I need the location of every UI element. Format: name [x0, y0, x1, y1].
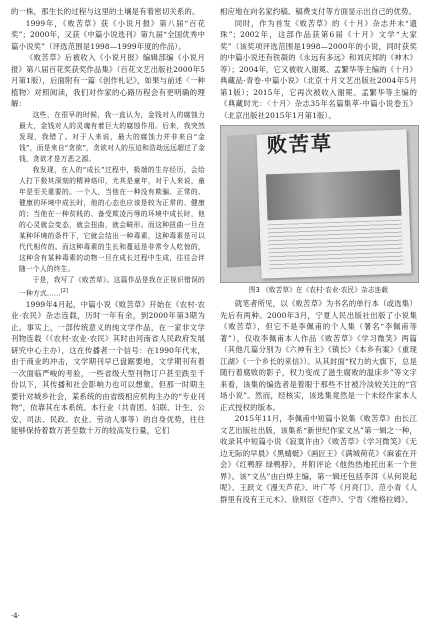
figure-caption — [220, 285, 417, 295]
paragraph: 的一株，那生长的过程与这里的土壤是有着密切关系的。 — [11, 7, 200, 16]
caption-label: 图3 — [248, 286, 260, 294]
magazine-cover-figure — [220, 125, 419, 283]
paragraph: 同时，作为首发《败苦草》的《十月》杂志并未“遗珠”；2002年，这部作品获第6届《十月》文学“大家奖”（该奖项评选范围是1998—2000年的小说，同时获奖的中篇小说还有铁凝的《永远有多远》和刘庆邦的《神木》等）；2004年，它又被收入谢冕、孟繁华等主编的《十月》典藏品·青卷·中篇小说》（北京十月文艺出版社2004年5月第1版）；2015年，它再次被收入谢冕、孟繁华等主编的《典藏时光：〈十月〉杂志35年名篇集萃·中篇小说卷五》（北京出版社2015年1月第1版）。 — [220, 18, 417, 120]
paragraph: 1999年4月起，中篇小说《败苦草》开始在《农村·农业·农民》杂志连载，历时一年有余，到2000年第3期为止。事实上，一部传统意义的纯文学作品，在一家非文学刊物连载（《农村·农业·农民》其时由河南省人民政府发展研究中心主办），这在传播者一个信号：在1990年代末，由于商业的冲击，文学期刊早已盘踞要地，文学期刊有着一次面临严峻的考验，一些省级大型刊物订户甚至跌至千份以下，其传播和社会影响力也可以想象。但那一时期主要针对城乡社会，某系统的由省级相应机构主办的“专业刊物”，依靠其在本系统、本行业（共青团、妇联、计生、公安、司法、民政、农业、劳动人事等）的自身优势，往往能够保持着数万甚至数十万的较高发行量，它们 — [11, 299, 205, 436]
paragraph: 就笔者所见，以《败苦草》为书名的单行本（或选集）先后有两种。2000年3月，宁夏人民出版社出版了小说集《败苦草》，但它不是李佩甫的个人集（署名“李佩甫等著”），仅收李佩甫本人作品《败苦草》《学习微笑》两篇（其他几篇分别为《六神有主》《镇长》《本乡有案》《重现江湖》《一个乡长的来信》）。从其封面“权力的大旗下，总是随行着腐败的影子，权力变成了滋生腐败的温床乡”等文字来看，该集的编选者是着眼于那些不甘被冷淡较关注的“官场小说”。然而，经核实，该选集竟然是一个未经作家本人正式授权的版本。 — [220, 299, 417, 412]
right-paragraphs-before-figure — [220, 6, 417, 121]
author-creative-note-quote — [11, 110, 205, 299]
paragraph: 《败苦草》后被收入《小说月报》编辑部编《小说月报》第八届百花奖获奖作品集》（百花文艺出版社2000年5月第1版），后面附有一篇《创作札记》，如果与前述〈一种植物〉对照阅读，我们对作家的心路历程会有更明确的理解： — [11, 53, 205, 108]
right-paragraphs-after-figure — [220, 298, 417, 505]
paragraph: 2015年11月，李佩甫中短篇小说集《败苦草》由长江文艺出版社出版，该集系“新世纪作家文丛”第一辑之一种，收录其中短篇小说《寂寞许由》《败苦草》《学习微笑》《无边无际的早晨》《黑蜻蜓》《画匠王》《满城荷花》《麻雀在开会》《红鸭脖 绿鸭脖》，并附评论《他热热地托出来一个世界》。该“文丛”由白烨主编，第一辑还包括李洱《从何说起呢》、王跃文《漫天芦花》、叶广芩《月亮门》、范小青《人群里有没有王元木》、徐则臣《苍声》、宁肯《维格拉姆》、 — [220, 414, 417, 504]
caption-text: 《败苦草》在《农村·农业·农民》杂志连载 — [262, 286, 389, 294]
paragraph: 相应地在向名家约稿、稿费支付等方面显示出自己的优势。 — [220, 7, 417, 16]
page-number: ·4· — [11, 612, 20, 620]
paragraph: 这些，在很早的时候，我一直认为，金钱对人的腐蚀力最大，金钱对人的灵魂有着巨大的腐蚀作用。后来，我突然发现，我错了。对于人来说，最大的腐蚀力并非来自“金钱”，而是来自“贪欲”，贪欲对人的压迫和浩劫远远超过了金钱，贪欲才是万恶之源。 — [19, 110, 205, 163]
left-paragraphs-before-quote — [11, 6, 205, 110]
paragraph: 我发现，在人的“成长”过程中，极端的生存经历，会给人打下极其深刻的精神烙印，尤其是童年，对于人来说，童年是至关重要的。一个人，当他在一种没有欺骗、正常的、健康的环境中成长时，他的心态也应该是较为正常的、健康的；当他在一种贫贱的、备受欺凌污辱的环境中成长时，他的心灵就会变态，就会扭曲，就会畸形。而这种扭曲一旦在某种环境的条件下，它就会结出一种毒素，这种毒素是可以代代相传的。而这种毒素的生长和蔓延是非常令人吃惊的，这种含有某种毒素的动物一旦在成长过程中生成，往往会伴随一个人的终生。 — [19, 165, 205, 273]
paragraph: 1999年，《败苦草》获《小说月报》第八届“百花奖”；2000年，又获《中篇小说选刊》第九届“全国优秀中篇小说奖”（评选范围是1998—1999年度的作品）。 — [11, 18, 205, 51]
magazine-front-cover — [257, 129, 412, 278]
right-column — [220, 6, 417, 505]
left-column — [11, 6, 205, 437]
footnote-marker: [2] — [60, 287, 69, 294]
cover-photo — [266, 170, 402, 221]
cover-text-block — [268, 220, 404, 273]
paragraph: 于是，我写了《败苦草》。这篇作品是我在正视识错误的一种方式……[2] — [19, 275, 205, 297]
cover-title: 败苦草 — [266, 131, 334, 158]
left-paragraphs-after-quote — [11, 299, 205, 437]
